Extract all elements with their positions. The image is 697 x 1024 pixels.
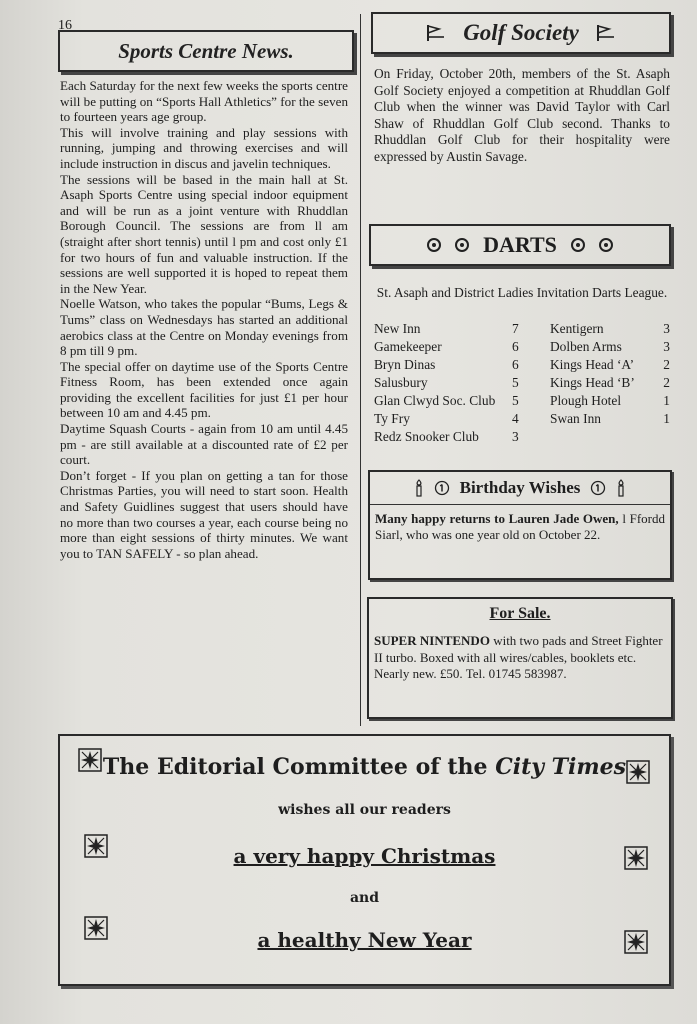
dartboard-icon [427, 238, 441, 252]
team-score: 3 [663, 339, 670, 354]
decorative-star-icon [624, 930, 648, 954]
team-name: New Inn [374, 321, 421, 336]
decorative-star-icon [624, 846, 648, 870]
golf-society-header [371, 12, 671, 54]
article-paragraph: The sessions will be based in the main hall at St. Asaph Sports Centre using special indoor equipment and will be run as a joint venture with Rhuddlan Borough Council. The sessions are from ll am (straight after short tennis) until l pm and cost only £1 for two hours of fun and valuable instruction. If the sessions are well supported it is hoped to repeat them in the New Year. [60, 171, 348, 296]
team-name: Ty Fry [374, 411, 410, 426]
sports-centre-article [60, 78, 348, 561]
golf-society-article: On Friday, October 20th, members of the St. Asaph Golf Society enjoyed a competition at Rhuddlan Golf Club when the winner was David Taylor with Carl Shaw of Rhuddlan Golf Club second. Thanks to Rhuddlan Golf Club for their hospitality were expressed by Austin Savage. [374, 66, 670, 164]
candle-icon [414, 479, 424, 497]
team-name: Kentigern [550, 321, 604, 336]
for-sale-item: SUPER NINTENDO [374, 633, 490, 648]
league-row [374, 428, 670, 446]
dartboard-icon [599, 238, 613, 252]
team-name: Kings Head ‘B’ [550, 375, 635, 390]
article-paragraph: The special offer on daytime use of the Sports Centre Fitness Room, has been extended once again providing the excellent facilities for just £1 per hour between 10 am and 4.45 pm. [60, 358, 348, 421]
team-score: 6 [512, 357, 519, 372]
darts-title: DARTS [483, 232, 557, 257]
darts-header [369, 224, 671, 266]
greeting-heading-text: The Editorial Committee of the [102, 754, 496, 780]
team-name: Bryn Dinas [374, 357, 436, 372]
league-row [374, 374, 670, 392]
team-name: Glan Clwyd Soc. Club [374, 393, 496, 408]
greeting-heading [60, 754, 669, 780]
number-one-icon [434, 480, 450, 496]
article-paragraph: This will involve training and play sessions with running, jumping and throwing exercises and will include instruction in discus and javelin techniques. [60, 124, 348, 171]
decorative-star-icon [78, 748, 102, 772]
team-score: 6 [512, 339, 519, 354]
birthday-title: Birthday Wishes [459, 478, 581, 497]
sports-centre-title: Sports Centre News. [118, 38, 294, 63]
christmas-greeting-box [58, 734, 671, 986]
sports-centre-header [58, 30, 354, 72]
birthday-name: Many happy returns to Lauren Jade Owen, [375, 511, 619, 526]
team-score: 5 [512, 393, 519, 408]
team-score: 7 [512, 321, 519, 336]
league-row [374, 320, 670, 338]
article-paragraph: Each Saturday for the next few weeks the sports centre will be putting on “Sports Hall Athletics” for the seven to fourteen years age group. [60, 78, 348, 125]
dartboard-icon [455, 238, 469, 252]
team-score: 4 [512, 411, 519, 426]
team-score: 3 [512, 429, 519, 444]
for-sale-details: with two pads and Street Fighter II turbo. Boxed with all wires/cables, booklets etc. Nearly new. £50. Tel. 01745 583987. [374, 633, 663, 681]
league-row [374, 392, 670, 410]
decorative-star-icon [626, 760, 650, 784]
greeting-line: and [349, 890, 380, 906]
league-row [374, 356, 670, 374]
article-paragraph: Don’t forget - If you plan on getting a tan for those Christmas Parties, you will need to start soon. Health and Safety Guidlines suggest that users should have no more than two courses a year, each course being no more than eight sessions of thirty minutes. We want you to TAN SAFELY - so plan ahead. [60, 467, 348, 561]
number-one-icon [590, 480, 606, 496]
team-score: 1 [663, 393, 670, 408]
decorative-star-icon [84, 834, 108, 858]
birthday-wishes-box [368, 470, 672, 580]
golf-flag-icon [425, 23, 447, 43]
golf-flag-icon [595, 23, 617, 43]
for-sale-ad [369, 633, 671, 683]
greeting-new-year: a healthy New Year [257, 928, 472, 952]
birthday-details: l Ffordd Siarl, who was one year old on October 22. [375, 511, 665, 542]
candle-icon [616, 479, 626, 497]
darts-league-table [374, 320, 670, 446]
team-name: Kings Head ‘A’ [550, 357, 635, 372]
league-row [374, 338, 670, 356]
page-number: 16 [58, 18, 72, 33]
birthday-message [370, 505, 670, 543]
column-divider [360, 14, 361, 726]
darts-league-title: St. Asaph and District Ladies Invitation Darts League. [376, 285, 668, 300]
article-paragraph: Noelle Watson, who takes the popular “Bums, Legs & Tums” class on Wednesdays has started an additional aerobics class at the Centre on Monday evenings from 8 pm till 9 pm. [60, 296, 348, 359]
greeting-christmas: a very happy Christmas [233, 844, 496, 868]
for-sale-box [367, 597, 673, 719]
publication-name: City Times [495, 754, 627, 780]
team-name: Swan Inn [550, 411, 601, 426]
team-score: 3 [663, 321, 670, 336]
dartboard-icon [571, 238, 585, 252]
golf-society-title: Golf Society [463, 20, 579, 45]
team-name: Redz Snooker Club [374, 429, 479, 444]
league-row [374, 410, 670, 428]
team-score: 5 [512, 375, 519, 390]
team-name: Plough Hotel [550, 393, 622, 408]
team-score: 2 [663, 357, 670, 372]
birthday-header [370, 472, 670, 505]
article-paragraph: Daytime Squash Courts - again from 10 am until 4.45 pm - are still available at a discounted rate of £2 per court. [60, 421, 348, 468]
team-name: Gamekeeper [374, 339, 442, 354]
decorative-star-icon [84, 916, 108, 940]
team-name: Salusbury [374, 375, 428, 390]
team-name: Dolben Arms [550, 339, 622, 354]
team-score: 1 [663, 411, 670, 426]
for-sale-title: For Sale. [489, 605, 551, 622]
greeting-line: wishes all our readers [278, 802, 451, 818]
team-score: 2 [663, 375, 670, 390]
